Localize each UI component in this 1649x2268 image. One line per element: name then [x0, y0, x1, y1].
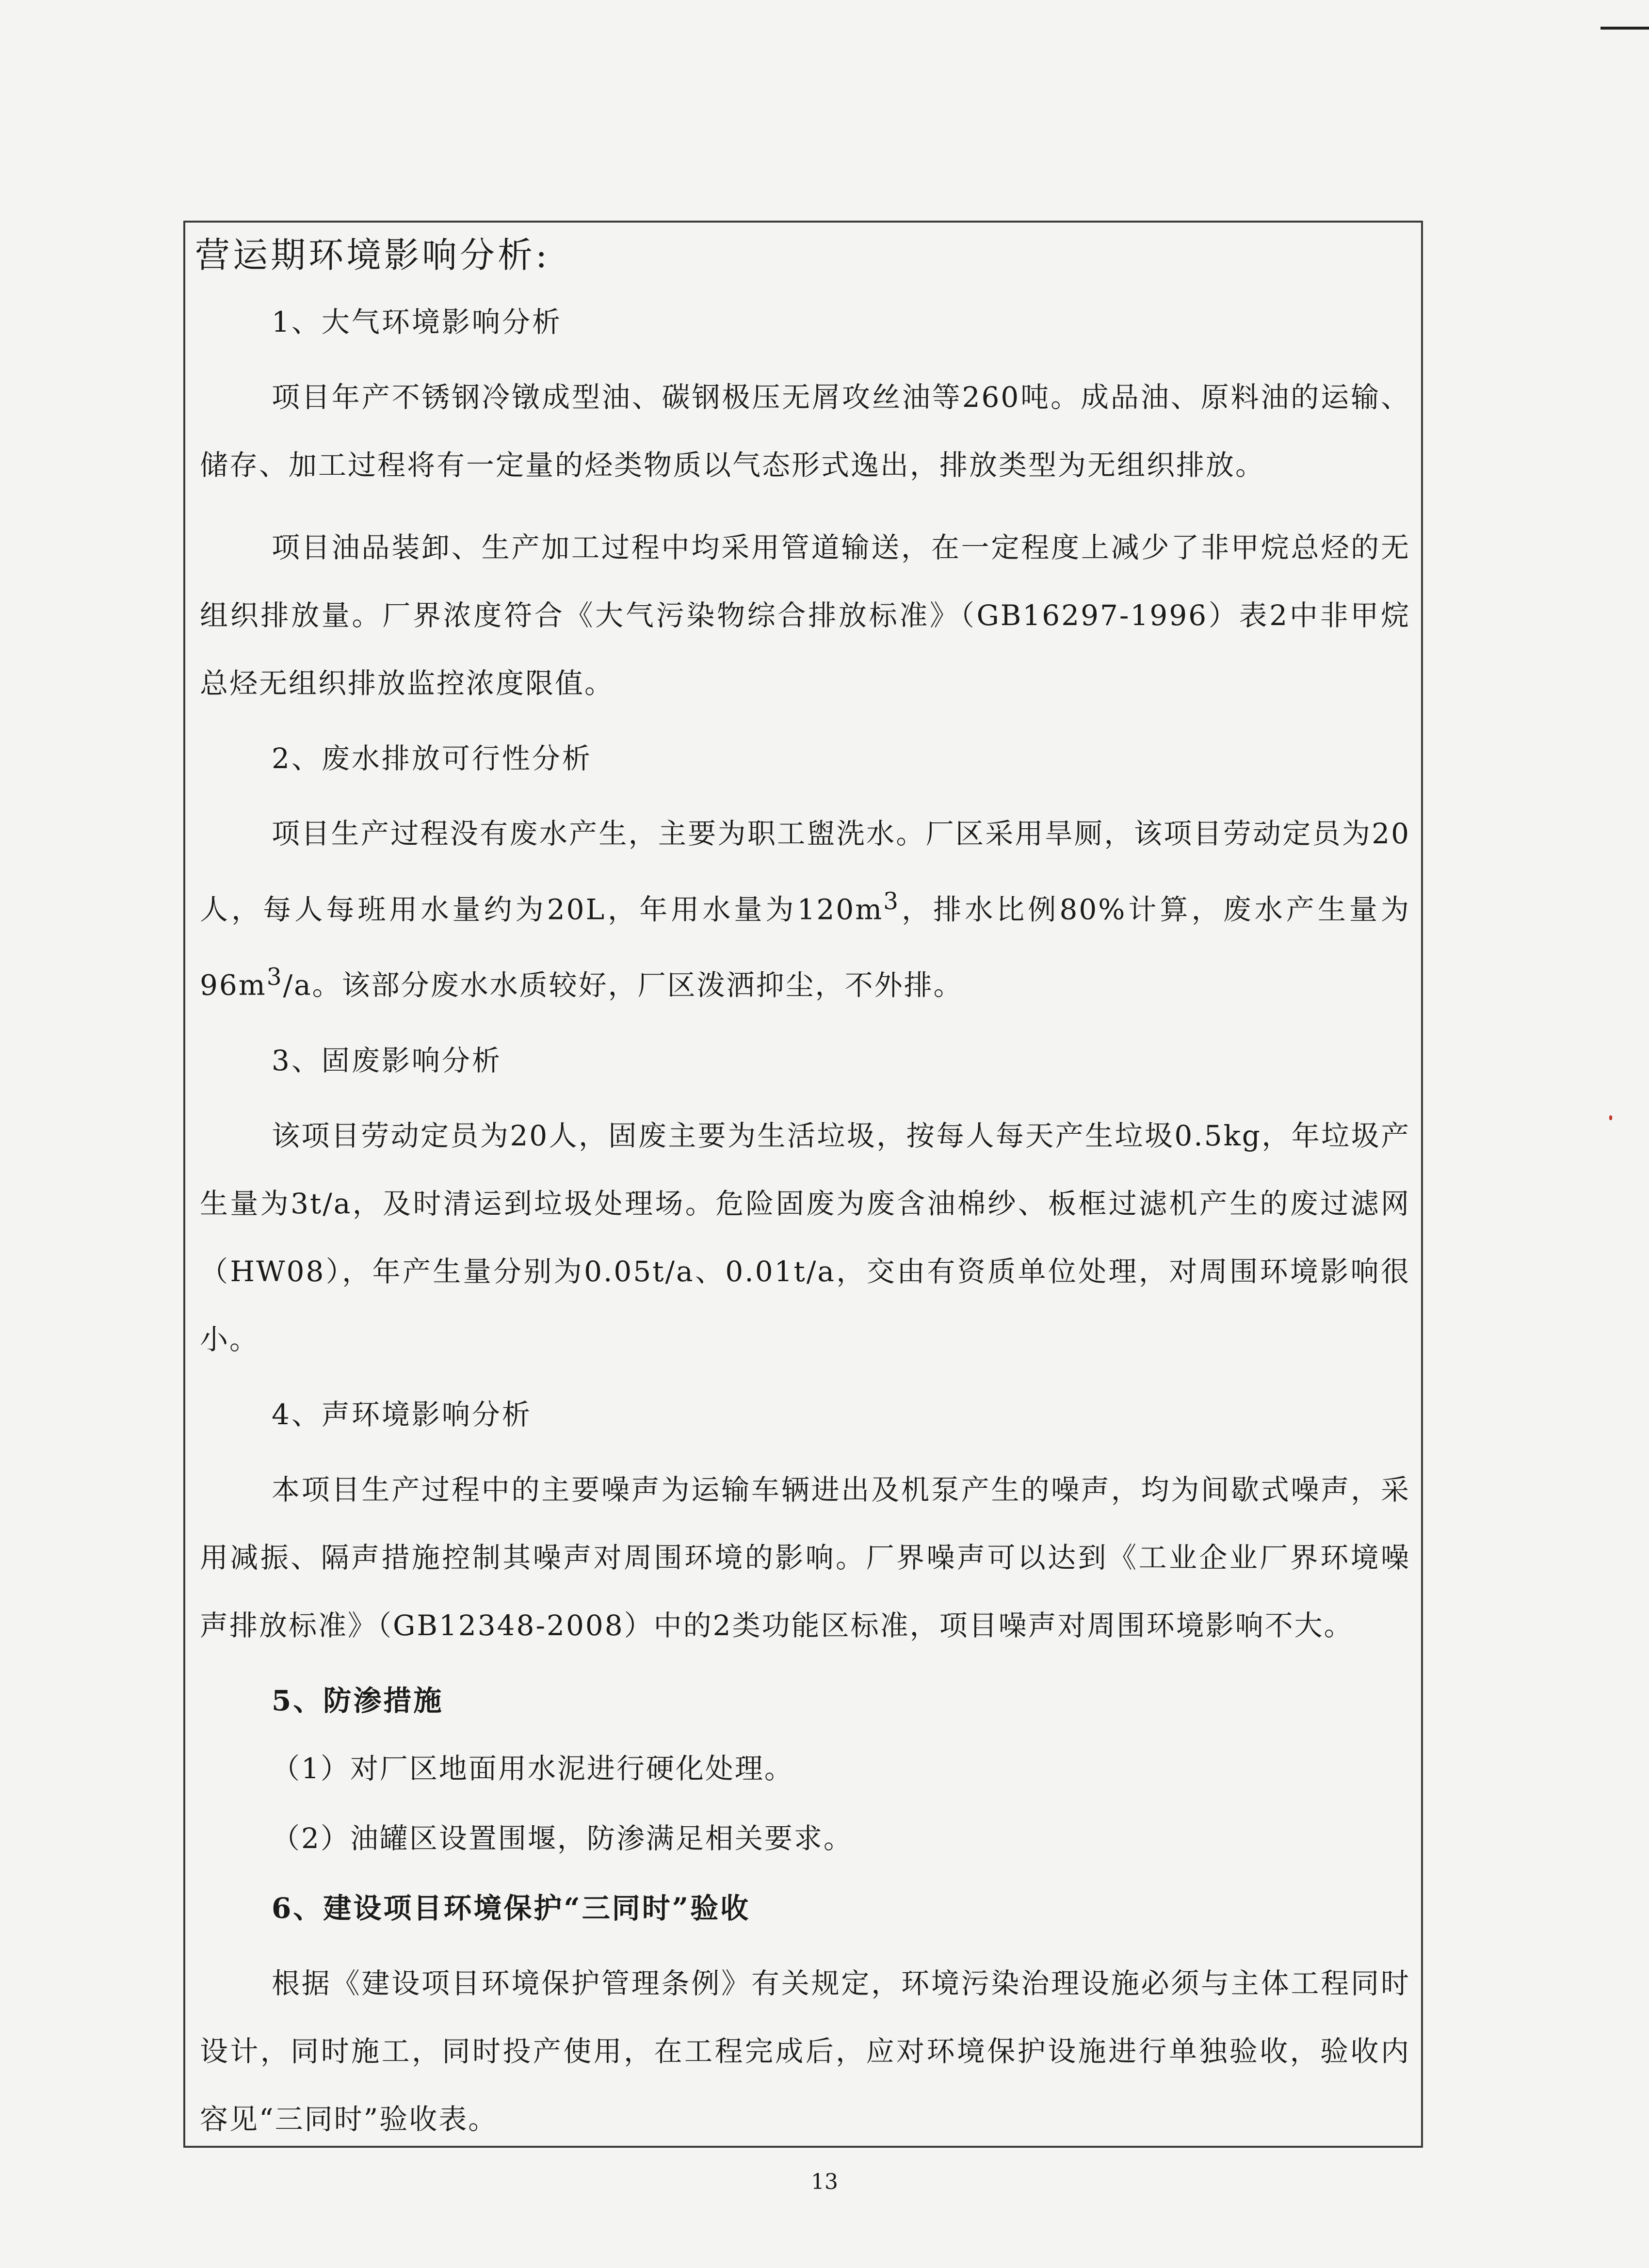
paragraph-solid-waste: 该项目劳动定员为20人，固废主要为生活垃圾，按每人每天产生垃圾0.5kg，年垃圾产生量为3t/a，及时清运到垃圾处理场。危险固废为废含油棉纱、板框过滤机产生的废过滤网（HW08），年产生量分别为0.05t/a、0.01t/a，交由有资质单位处理，对周围环境影响很小。 [200, 1119, 1410, 1356]
scan-speck [1609, 1115, 1612, 1120]
wastewater-text-c: /a。该部分废水水质较好，厂区泼洒抑尘，不外排。 [283, 968, 963, 1002]
section-heading-air: 1、大气环境影响分析 [272, 306, 562, 338]
page-number: 13 [811, 2170, 838, 2194]
paragraph-acceptance: 根据《建设项目环境保护管理条例》有关规定，环境污染治理设施必须与主体工程同时设计，同时施工，同时投产使用，在工程完成后，应对环境保护设施进行单独验收，验收内容见“三同时”验收表。 [200, 1966, 1410, 2136]
paragraph-noise: 本项目生产过程中的主要噪声为运输车辆进出及机泵产生的噪声，均为间歇式噪声，采用减振、隔声措施控制其噪声对周围环境的影响。厂界噪声可以达到《工业企业厂界环境噪声排放标准》（GB12348-2008）中的2类功能区标准，项目噪声对周围环境影响不大。 [200, 1473, 1410, 1642]
paragraph-wastewater [200, 800, 1410, 1019]
section-heading-anti-seepage: 5、防渗措施 [272, 1684, 444, 1717]
wastewater-text-b: ，排水比例80%计算，废水产生量为96m [200, 893, 1410, 1002]
paragraph-air-control: 项目油品装卸、生产加工过程中均采用管道输送，在一定程度上减少了非甲烷总烃的无组织排放量。厂界浓度符合《大气污染物综合排放标准》（GB16297-1996）表2中非甲烷总烃无组织排放监控浓度限值。 [200, 531, 1410, 700]
paragraph-air-emission: 项目年产不锈钢冷镦成型油、碳钢极压无屑攻丝油等260吨。成品油、原料油的运输、储存、加工过程将有一定量的烃类物质以气态形式逸出，排放类型为无组织排放。 [200, 381, 1410, 482]
anti-seepage-item-1: （1）对厂区地面用水泥进行硬化处理。 [272, 1752, 794, 1785]
scan-corner-mark [1600, 27, 1649, 30]
section-heading-wastewater: 2、废水排放可行性分析 [272, 742, 592, 775]
section-heading-solid-waste: 3、固废影响分析 [272, 1044, 502, 1077]
content-frame [183, 221, 1423, 2148]
section-heading-acceptance: 6、建设项目环境保护“三同时”验收 [272, 1891, 751, 1925]
frame-content [200, 295, 1410, 2168]
wastewater-sup-1: 3 [883, 888, 900, 915]
wastewater-text-a: 项目生产过程没有废水产生，主要为职工盥洗水。厂区采用旱厕，该项目劳动定员为20人，每人每班用水量约为20L，年用水量为120m [200, 817, 1410, 926]
anti-seepage-item-2: （2）油罐区设置围堰，防渗满足相关要求。 [272, 1821, 853, 1855]
frame-title: 营运期环境影响分析: [195, 235, 550, 275]
wastewater-sup-2: 3 [266, 964, 283, 991]
section-heading-noise: 4、声环境影响分析 [272, 1398, 532, 1431]
